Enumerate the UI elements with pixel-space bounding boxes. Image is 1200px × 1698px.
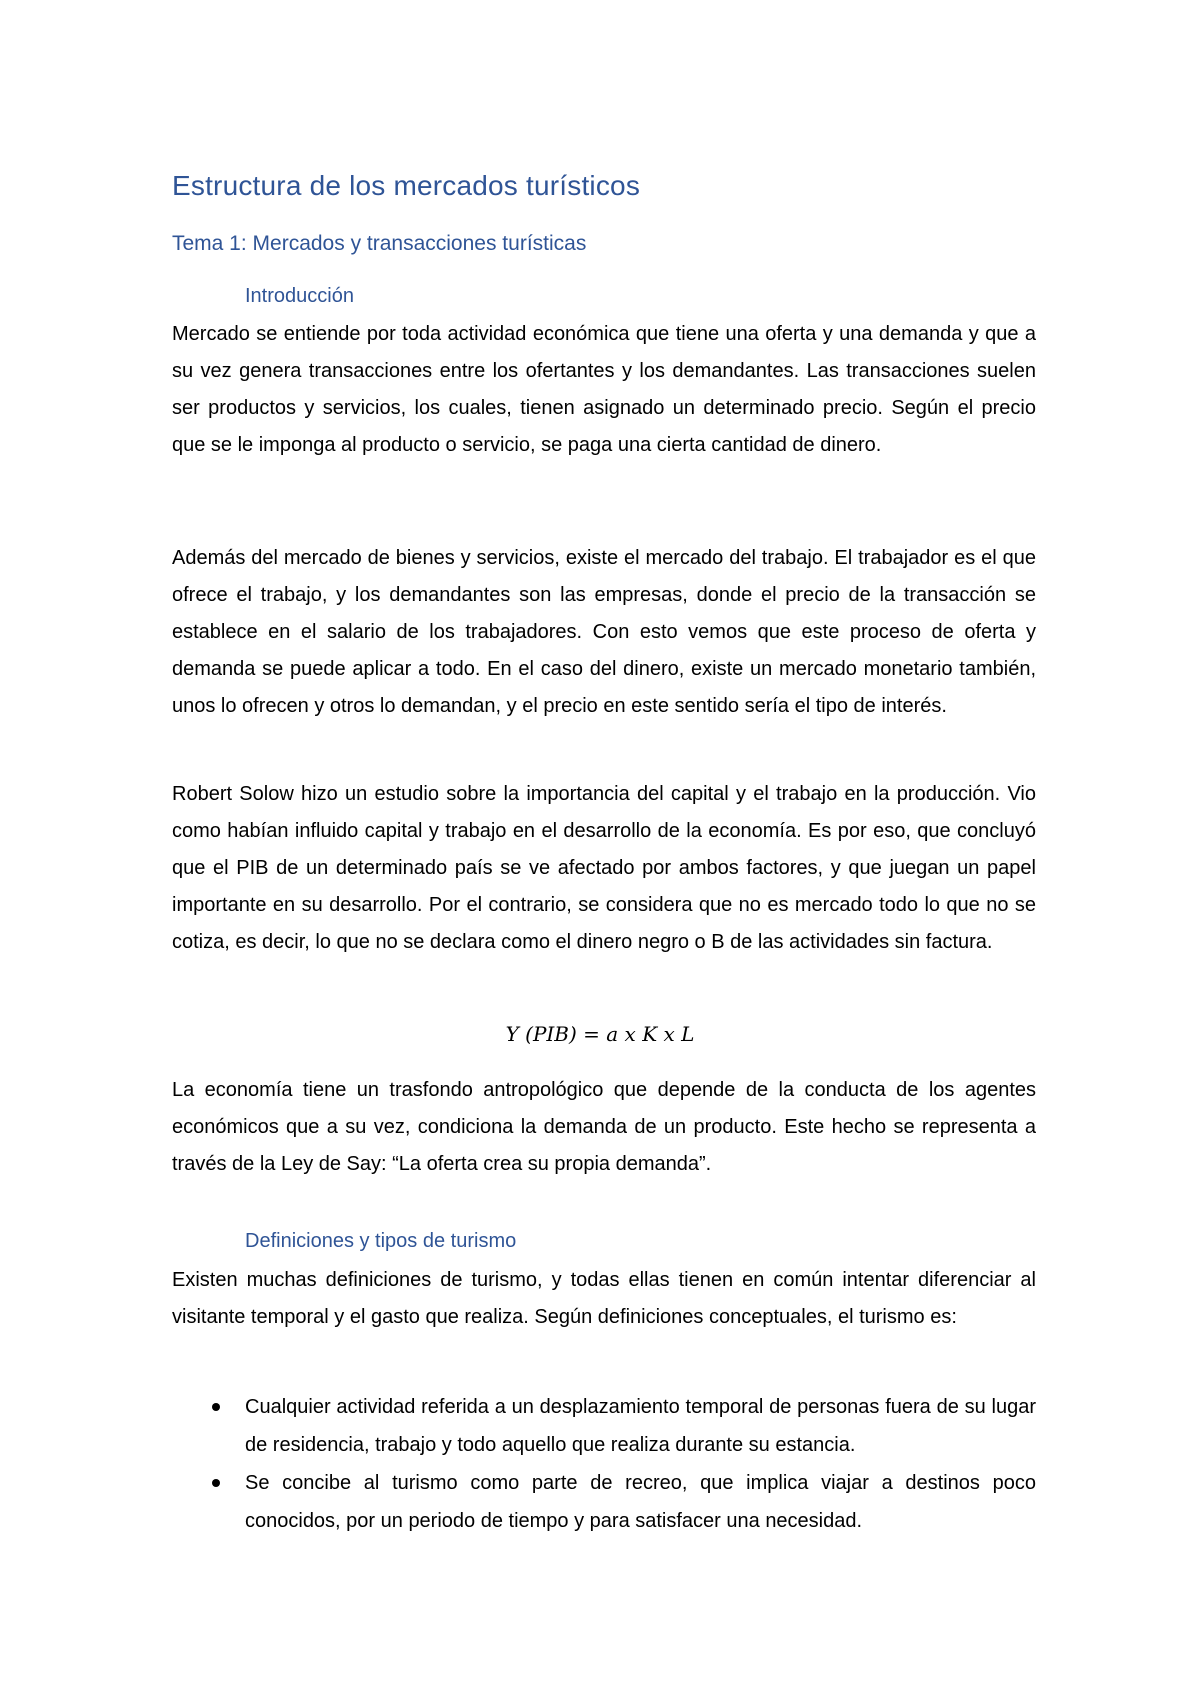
section-heading-definitions: Definiciones y tipos de turismo xyxy=(245,1230,517,1252)
formula: Y (PIB) = a x K x L xyxy=(505,1022,695,1046)
paragraph: La economía tiene un trasfondo antropológico que depende de la conducta de los agentes económicos que a su vez, condiciona la demanda de un producto. Este hecho se representa a través de la Ley de Say: “La oferta crea su propia demanda”. xyxy=(172,1079,1036,1175)
bullet-icon xyxy=(212,1479,220,1487)
document-title: Estructura de los mercados turísticos xyxy=(172,170,641,201)
paragraph: Además del mercado de bienes y servicios, existe el mercado del trabajo. El trabajador es el que ofrece el trabajo, y los demandantes son las empresas, donde el precio de la transacción se establece en el salario de los trabajadores. Con esto vemos que este proceso de oferta y demanda se puede aplicar a todo. En el caso del dinero, existe un mercado monetario también, unos lo ofrecen y otros lo demandan, y el precio en este sentido sería el tipo de interés. xyxy=(172,547,1036,717)
section-heading-introduction: Introducción xyxy=(245,285,354,307)
paragraph: Robert Solow hizo un estudio sobre la importancia del capital y el trabajo en la producción. Vio como habían influido capital y trabajo en el desarrollo de la economía. Es por eso, que concluyó que el PIB de un determinado país se ve afectado por ambos factores, y que juegan un papel importante en su desarrollo. Por el contrario, se considera que no es mercado todo lo que no se cotiza, es decir, lo que no se declara como el dinero negro o B de las actividades sin factura. xyxy=(172,783,1036,953)
topic-heading: Tema 1: Mercados y transacciones turísticas xyxy=(172,232,587,255)
list-item xyxy=(172,1464,1036,1540)
bullet-icon xyxy=(212,1403,220,1411)
paragraph: Mercado se entiende por toda actividad económica que tiene una oferta y una demanda y que a su vez genera transacciones entre los ofertantes y los demandantes. Las transacciones suelen ser productos y servicios, los cuales, tienen asignado un determinado precio. Según el precio que se le imponga al producto o servicio, se paga una cierta cantidad de dinero. xyxy=(172,323,1036,456)
bullet-list xyxy=(172,1388,1036,1540)
list-item xyxy=(172,1388,1036,1464)
list-item-text: Cualquier actividad referida a un desplazamiento temporal de personas fuera de su lugar de residencia, trabajo y todo aquello que realiza durante su estancia. xyxy=(245,1396,1036,1456)
list-item-text: Se concibe al turismo como parte de recreo, que implica viajar a destinos poco conocidos, por un periodo de tiempo y para satisfacer una necesidad. xyxy=(245,1472,1036,1532)
paragraph: Existen muchas definiciones de turismo, y todas ellas tienen en común intentar diferenciar al visitante temporal y el gasto que realiza. Según definiciones conceptuales, el turismo es: xyxy=(172,1269,1036,1328)
